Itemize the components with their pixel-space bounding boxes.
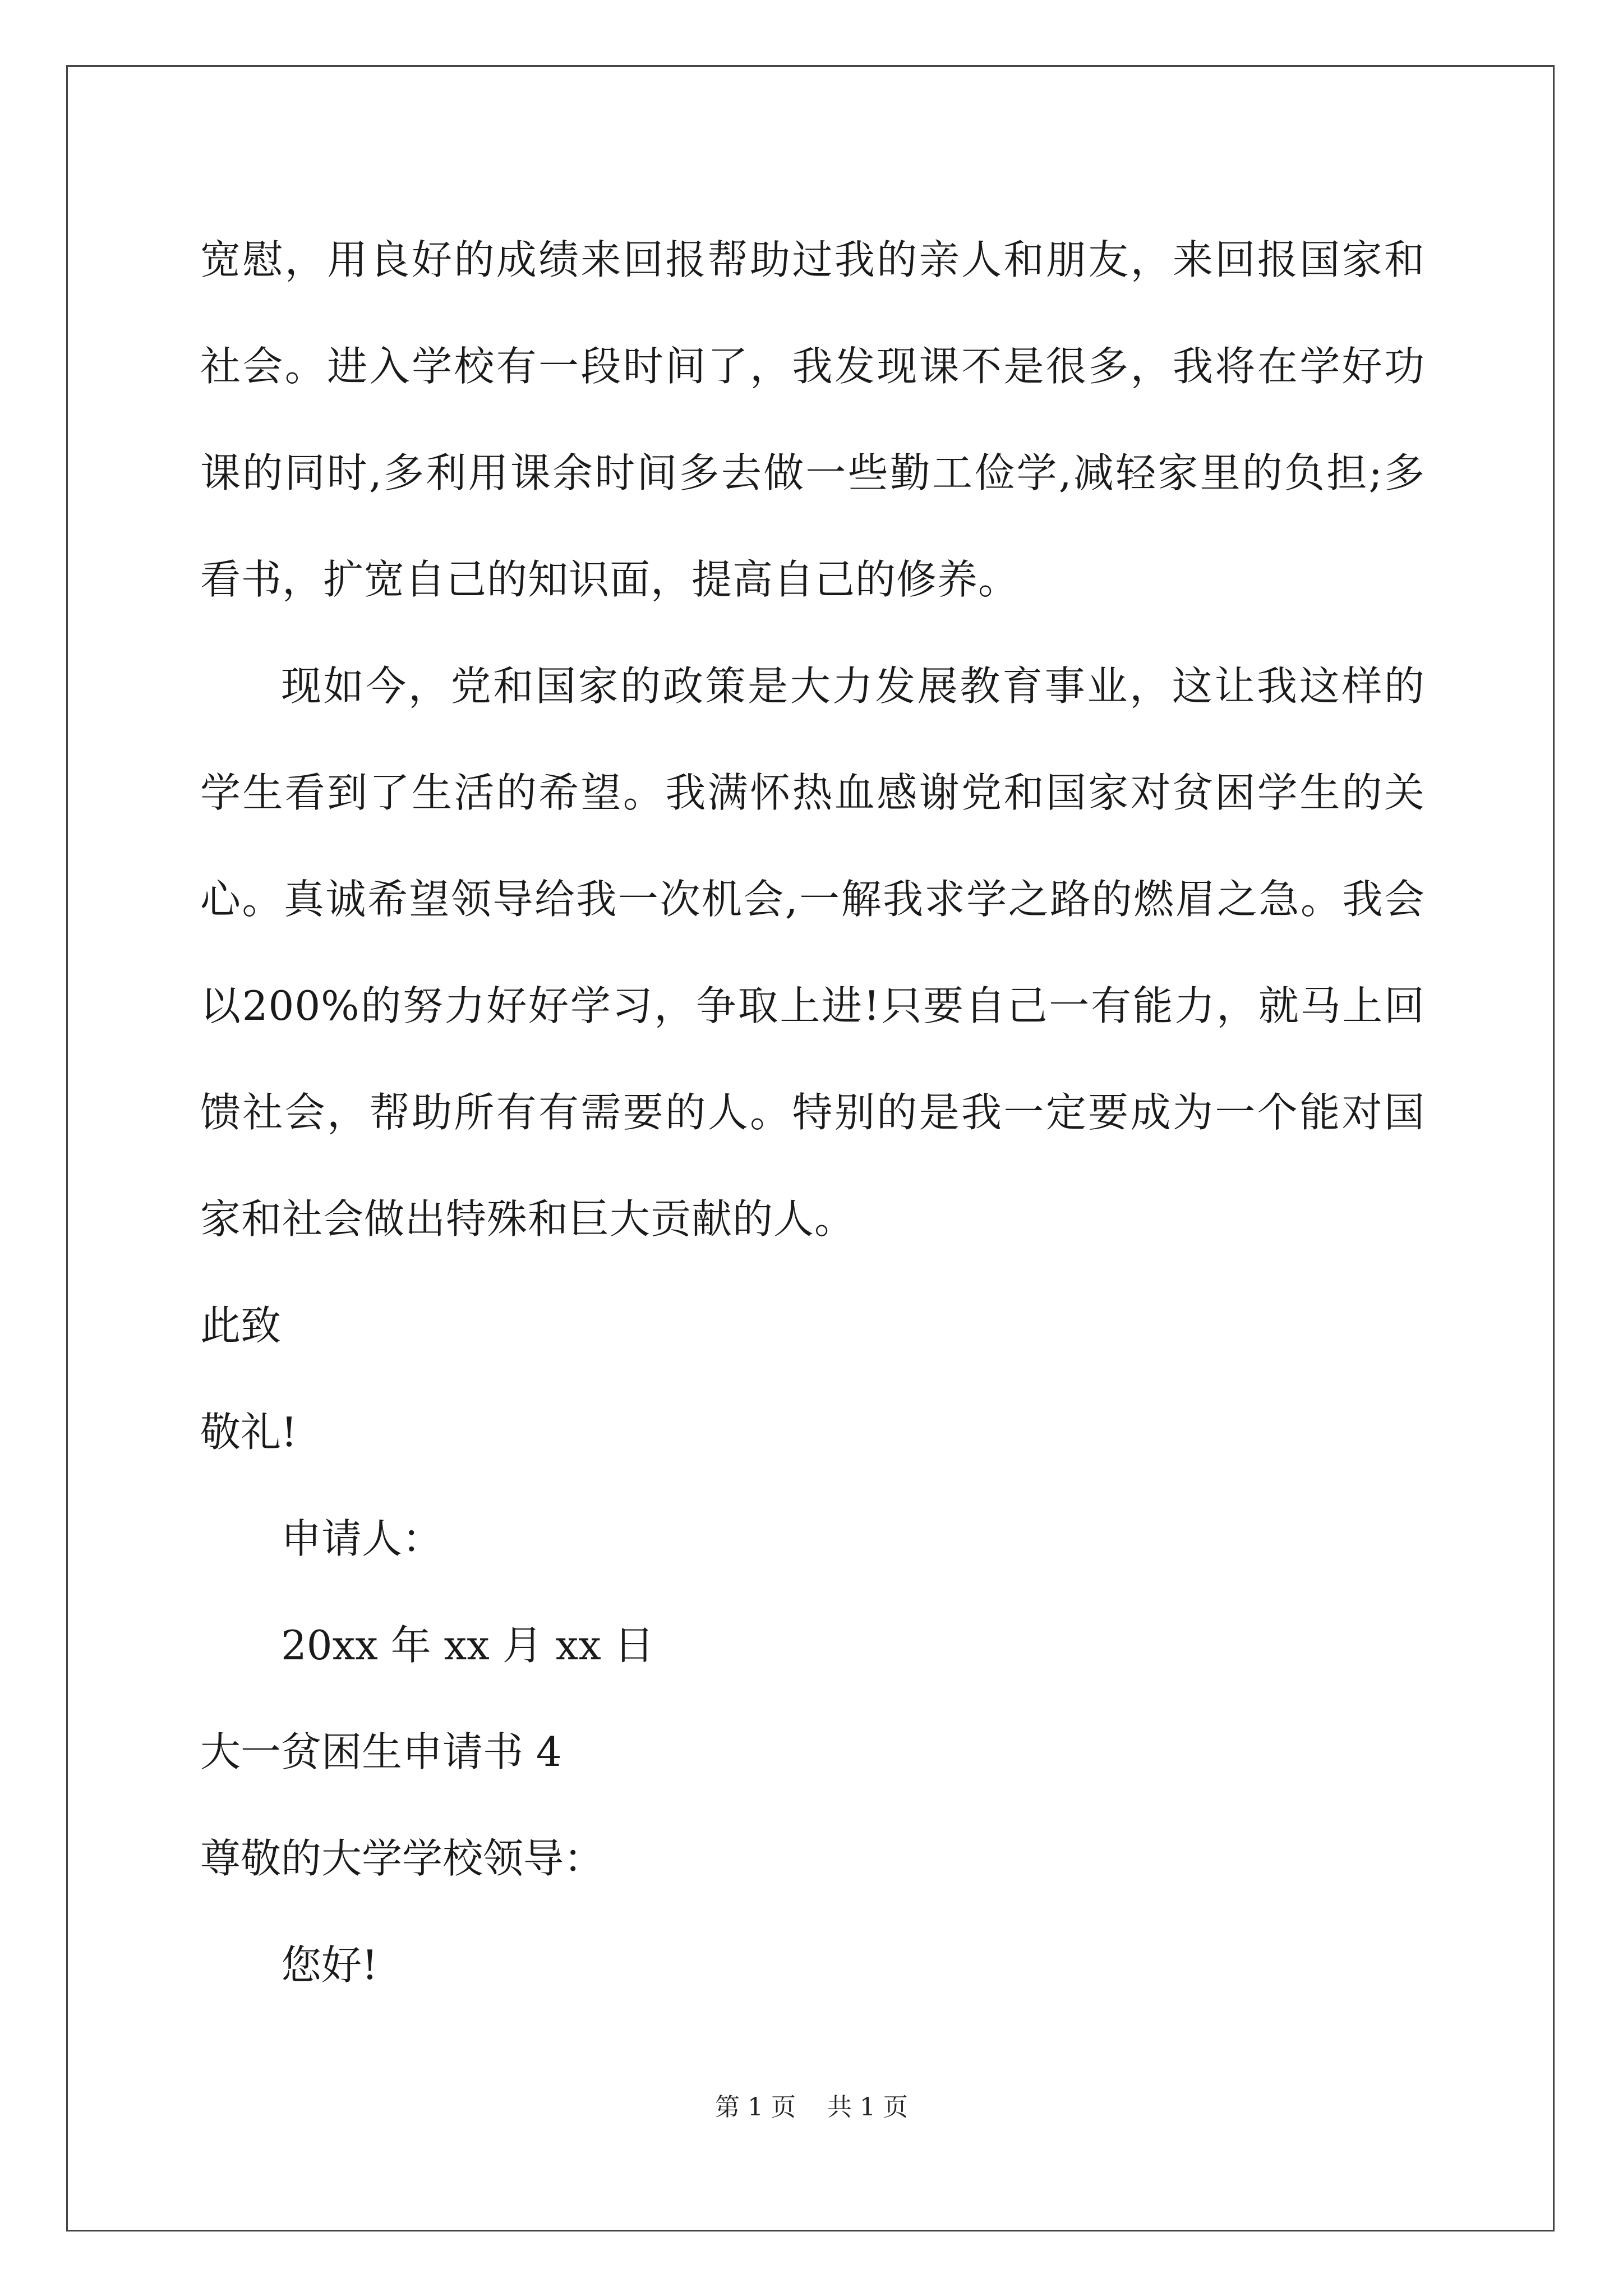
page-footer: 第 1 页 共 1 页	[715, 2093, 908, 2122]
salute-line: 敬礼!	[200, 1409, 297, 1456]
date-line: 20xx 年 xx 月 xx 日	[281, 1622, 654, 1669]
applicant-label: 申请人：	[281, 1515, 443, 1562]
hello-line: 您好!	[281, 1941, 378, 1989]
body-paragraph-1: 宽慰，用良好的成绩来回报帮助过我的亲人和朋友，来回报国家和社会。进入学校有一段时间了，我发现课不是很多，我将在学好功课的同时,多利用课余时间多去做一些勤工俭学,减轻家里的负担;多看书，扩宽自己的知识面，提高自己的修养。	[200, 236, 1425, 603]
body-paragraph-2: 现如今，党和国家的政策是大力发展教育事业，这让我这样的学生看到了生活的希望。我满怀热血感谢党和国家对贫困学生的关心。真诚希望领导给我一次机会,一解我求学之路的燃眉之急。我会以200%的努力好好学习，争取上进!只要自己一有能力，就马上回馈社会，帮助所有有需要的人。特别的是我一定要成为一个能对国家和社会做出特殊和巨大贡献的人。	[200, 662, 1425, 1243]
closing-line: 此致	[200, 1302, 282, 1349]
section-title: 大一贫困生申请书 4	[200, 1728, 562, 1775]
document-body	[200, 206, 1425, 2018]
greeting-line: 尊敬的大学学校领导：	[200, 1835, 605, 1882]
